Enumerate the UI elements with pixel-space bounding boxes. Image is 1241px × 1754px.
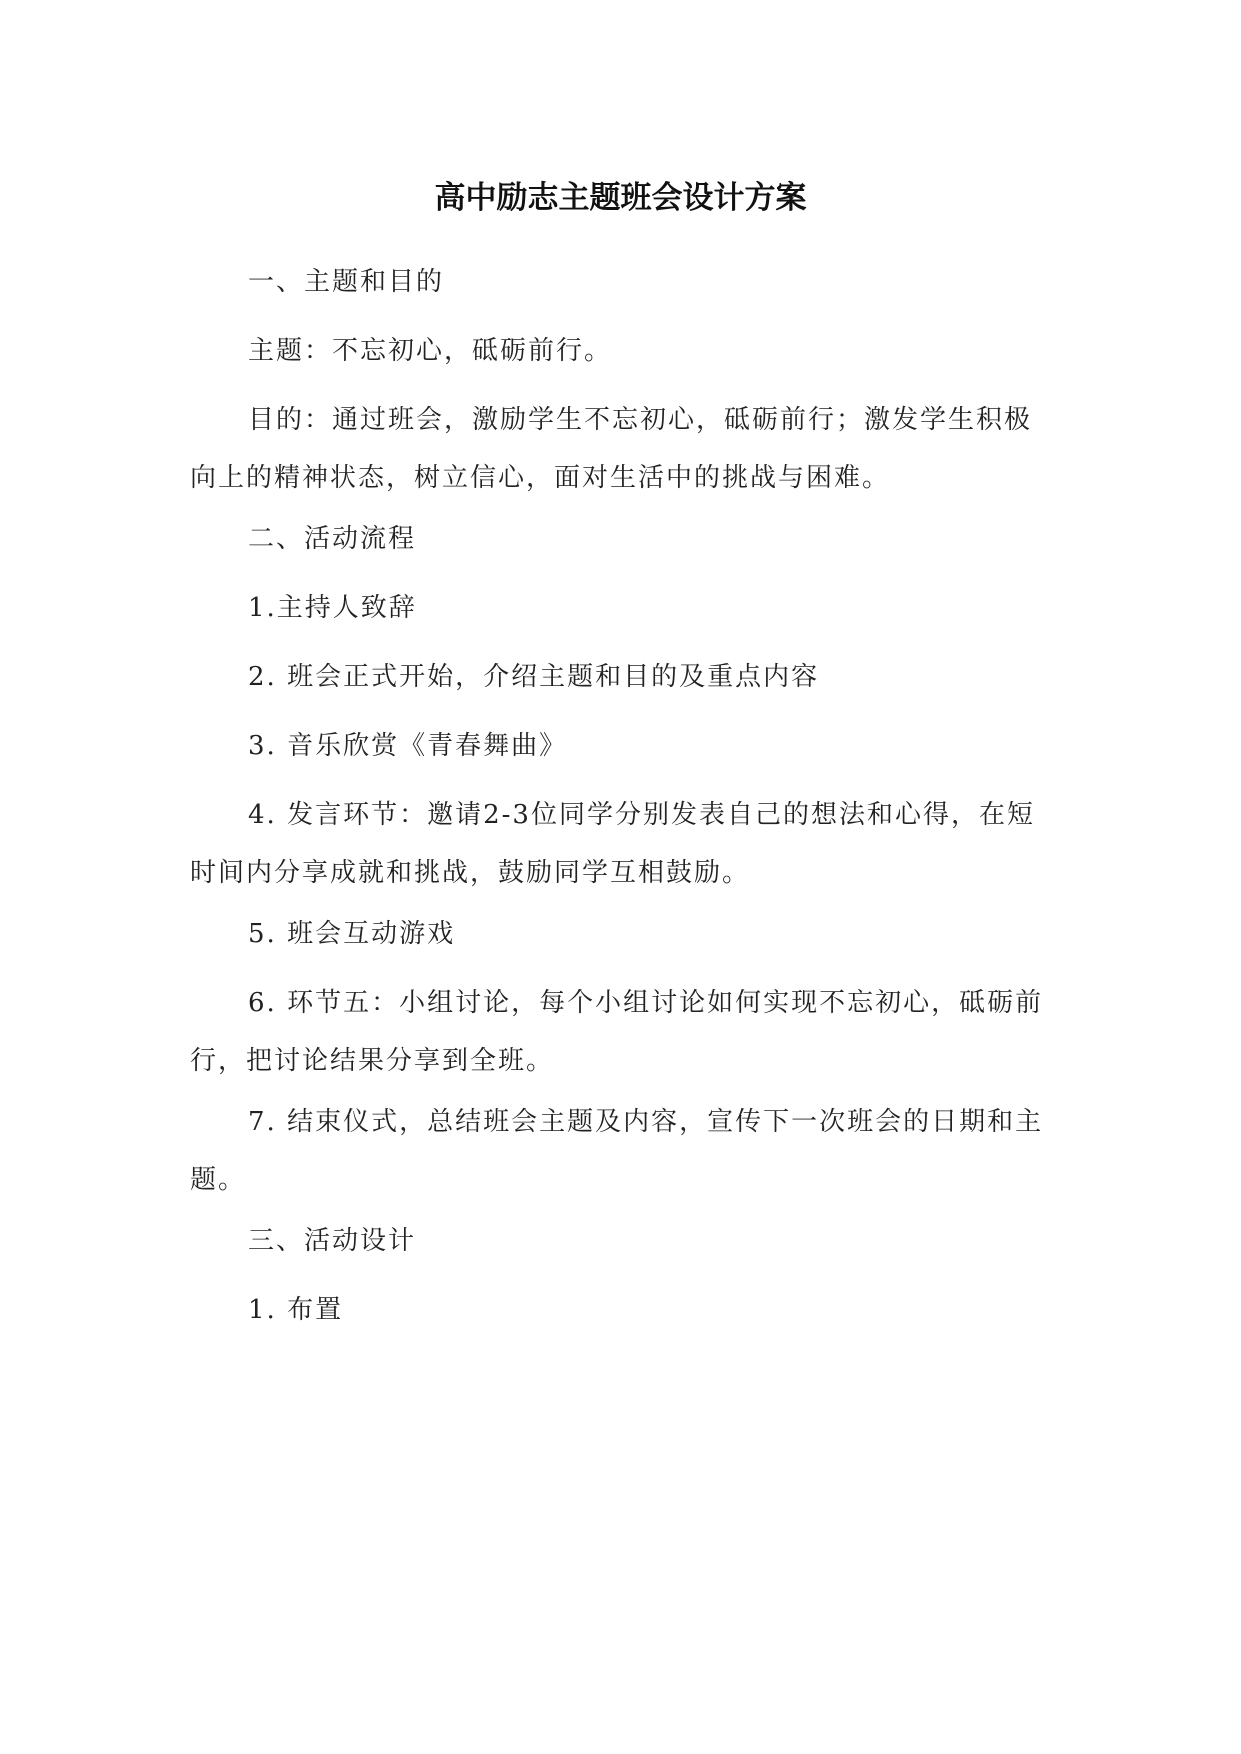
list-item-4: 4. 发言环节：邀请2-3位同学分别发表自己的想法和心得，在短时间内分享成就和挑战，鼓励同学互相鼓励。 (190, 800, 1035, 888)
list-item-7: 7. 结束仪式，总结班会主题及内容，宣传下一次班会的日期和主题。 (190, 1107, 1044, 1195)
section-heading-1: 一、主题和目的 (248, 267, 445, 297)
purpose-paragraph: 目的：通过班会，激励学生不忘初心，砥砺前行；激发学生积极向上的精神状态，树立信心，面对生活中的挑战与困难。 (190, 405, 1033, 493)
list-item-2: 2. 班会正式开始，介绍主题和目的及重点内容 (248, 662, 820, 692)
list-item-3: 3. 音乐欣赏《青春舞曲》 (248, 731, 568, 761)
list-item-6: 6. 环节五：小组讨论，每个小组讨论如何实现不忘初心，砥砺前行，把讨论结果分享到全班。 (190, 988, 1044, 1076)
list-item-5: 5. 班会互动游戏 (248, 919, 456, 949)
document-title: 高中励志主题班会设计方案 (434, 180, 807, 216)
design-item-1: 1. 布置 (248, 1295, 344, 1325)
theme-paragraph: 主题：不忘初心，砥砺前行。 (248, 336, 613, 366)
list-item-1: 1.主持人致辞 (248, 593, 417, 623)
section-heading-3: 三、活动设计 (248, 1226, 417, 1256)
section-heading-2: 二、活动流程 (248, 524, 417, 554)
